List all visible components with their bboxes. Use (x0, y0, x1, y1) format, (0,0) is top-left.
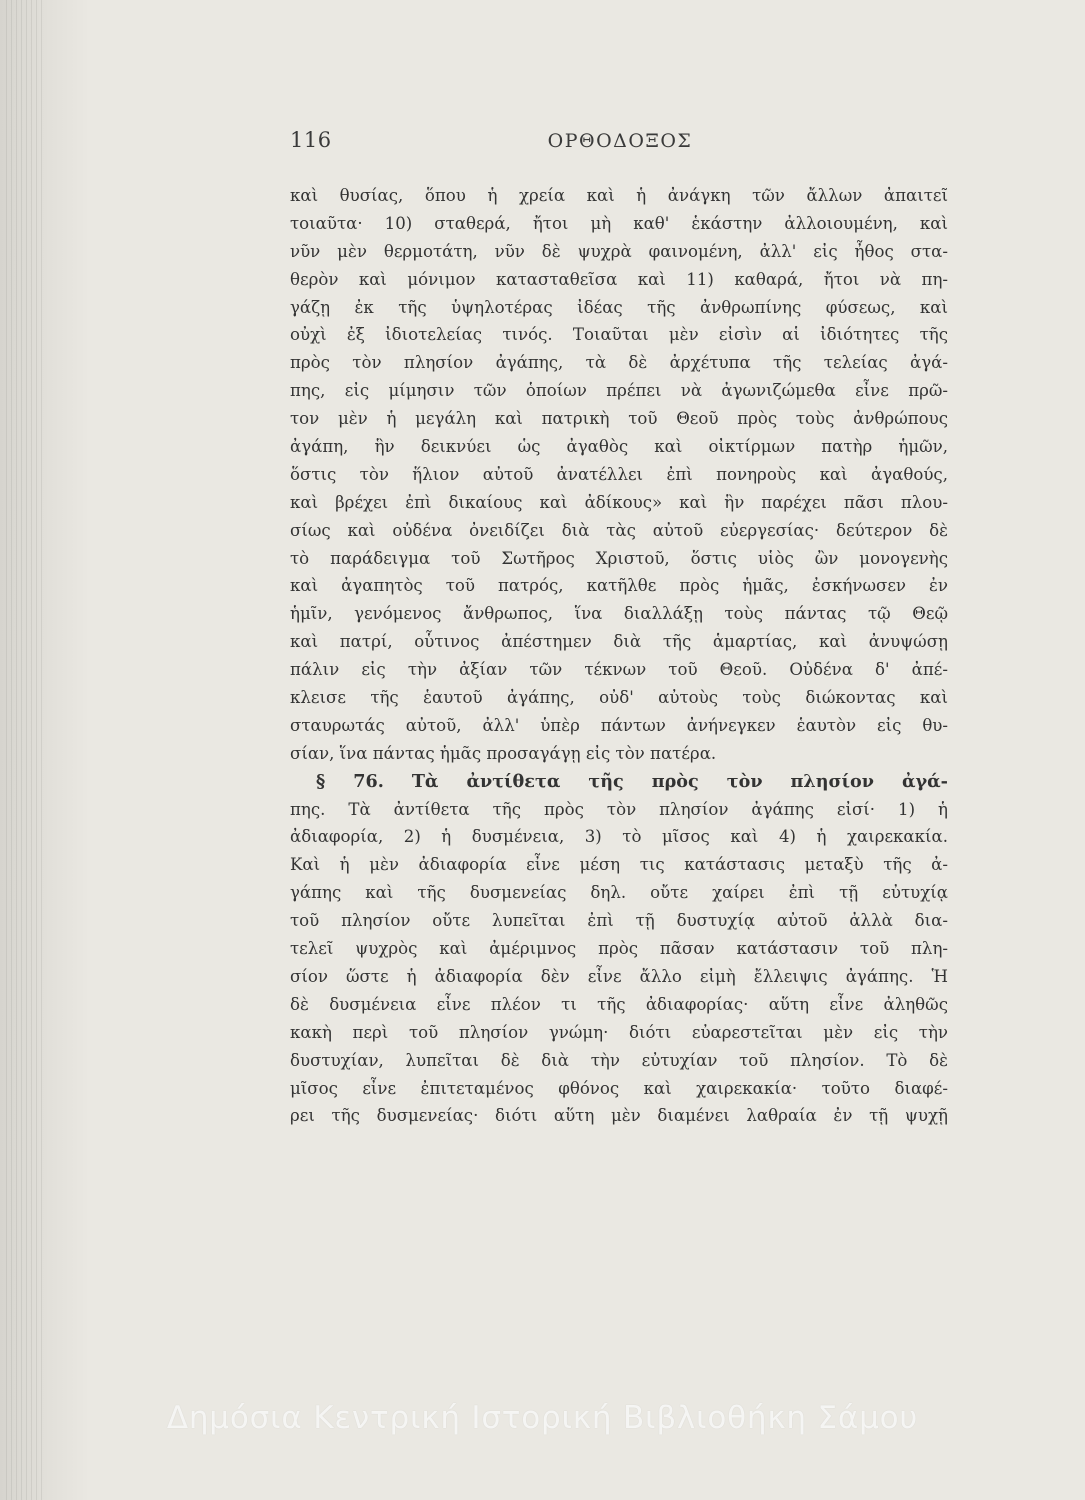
page-edge-lines (6, 0, 46, 1500)
text-line: κλεισε τῆς ἑαυτοῦ ἀγάπης, οὐδ' αὐτοὺς τοὺς διώκοντας καὶ (290, 688, 948, 708)
text-line: δὲ δυσμένεια εἶνε πλέον τι τῆς ἀδιαφορίας· αὕτη εἶνε ἀληθῶς (290, 994, 948, 1014)
text-line: ἀγάπη, ἣν δεικνύει ὡς ἀγαθὸς καὶ οἰκτίρμων πατὴρ ἡμῶν, (290, 437, 948, 457)
text-line: ἀδιαφορία, 2) ἡ δυσμένεια, 3) τὸ μῖσος καὶ 4) ἡ χαιρεκακία. (290, 827, 948, 847)
text-line: τὸ παράδειγμα τοῦ Σωτῆρος Χριστοῦ, ὅστις υἱὸς ὢν μονογενὴς (290, 548, 948, 568)
text-line: πρὸς τὸν πλησίον ἀγάπης, τὰ δὲ ἀρχέτυπα τῆς τελείας ἀγά- (290, 353, 948, 373)
page-header (290, 128, 950, 158)
text-line: σίως καὶ οὐδένα ὀνειδίζει διὰ τὰς αὐτοῦ εὐεργεσίας· δεύτερον δὲ (290, 520, 948, 540)
text-line: καὶ ἀγαπητὸς τοῦ πατρός, κατῆλθε πρὸς ἡμᾶς, ἐσκήνωσεν ἐν (290, 576, 948, 596)
page-number: 116 (290, 128, 332, 152)
text-line: νῦν μὲν θερμοτάτη, νῦν δὲ ψυχρὰ φαινομένη, ἀλλ' εἰς ἦθος στα- (290, 241, 948, 261)
text-line: μῖσος εἶνε ἐπιτεταμένος φθόνος καὶ χαιρεκακία· τοῦτο διαφέ- (290, 1078, 948, 1098)
text-line: δυστυχίαν, λυπεῖται δὲ διὰ τὴν εὐτυχίαν τοῦ πλησίον. Τὸ δὲ (290, 1050, 948, 1070)
paragraph-end-line: σίαν, ἵνα πάντας ἡμᾶς προσαγάγῃ εἰς τὸν πατέρα. (290, 743, 717, 763)
text-line: θερὸν καὶ μόνιμον κατασταθεῖσα καὶ 11) καθαρά, ἤτοι νὰ πη- (290, 269, 948, 289)
text-line: σίον ὥστε ἡ ἀδιαφορία δὲν εἶνε ἄλλο εἰμὴ ἔλλειψις ἀγάπης. Ἡ (290, 966, 948, 986)
text-line: κακὴ περὶ τοῦ πλησίον γνώμη· διότι εὐαρεστεῖται μὲν εἰς τὴν (290, 1022, 948, 1042)
text-line: τοιαῦτα· 10) σταθερά, ἤτοι μὴ καθ' ἑκάστην ἀλλοιουμένη, καὶ (290, 213, 948, 233)
text-line: γάπης καὶ τῆς δυσμενείας δηλ. οὔτε χαίρει ἐπὶ τῇ εὐτυχίᾳ (290, 883, 948, 903)
text-line: καὶ βρέχει ἐπὶ δικαίους καὶ ἀδίκους» καὶ ἣν παρέχει πᾶσι πλου- (290, 492, 948, 512)
text-line: πάλιν εἰς τὴν ἀξίαν τῶν τέκνων τοῦ Θεοῦ. Οὐδένα δ' ἀπέ- (290, 660, 948, 680)
text-line: πης, εἰς μίμησιν τῶν ὁποίων πρέπει νὰ ἀγωνιζώμεθα εἶνε πρῶ- (290, 381, 948, 401)
text-line: ρει τῆς δυσμενείας· διότι αὕτη μὲν διαμένει λαθραία ἐν τῇ ψυχῇ (290, 1106, 948, 1126)
text-line: τον μὲν ἡ μεγάλη καὶ πατρικὴ τοῦ Θεοῦ πρὸς τοὺς ἀνθρώπους (290, 409, 948, 429)
library-watermark: Δημόσια Κεντρική Ιστορική Βιβλιοθήκη Σάμου (166, 1400, 919, 1436)
text-line: τοῦ πλησίον οὔτε λυπεῖται ἐπὶ τῇ δυστυχίᾳ αὐτοῦ ἀλλὰ δια- (290, 911, 948, 931)
text-line: καὶ θυσίας, ὅπου ἡ χρεία καὶ ἡ ἀνάγκη τῶν ἄλλων ἀπαιτεῖ (290, 186, 948, 205)
text-line: οὐχὶ ἐξ ἰδιοτελείας τινός. Τοιαῦται μὲν εἰσὶν αἱ ἰδιότητες τῆς (290, 325, 948, 345)
text-line: τελεῖ ψυχρὸς καὶ ἀμέριμνος πρὸς πᾶσαν κατάστασιν τοῦ πλη- (290, 939, 948, 959)
text-line: γάζῃ ἐκ τῆς ὑψηλοτέρας ἰδέας τῆς ἀνθρωπίνης φύσεως, καὶ (290, 297, 948, 317)
text-line: ἡμῖν, γενόμενος ἄνθρωπος, ἵνα διαλλάξῃ τοὺς πάντας τῷ Θεῷ (290, 604, 948, 624)
text-line: σταυρωτάς αὐτοῦ, ἀλλ' ὑπὲρ πάντων ἀνήνεγκεν ἑαυτὸν εἰς θυ- (290, 715, 948, 735)
section-heading-line: § 76. Τὰ ἀντίθετα τῆς πρὸς τὸν πλησίον ἀγά- (316, 770, 948, 792)
text-line: ὅστις τὸν ἥλιον αὐτοῦ ἀνατέλλει ἐπὶ πονηροὺς καὶ ἀγαθούς, (290, 464, 948, 484)
running-title: ΟΡΘΟΔΟΞΟΣ (547, 130, 693, 152)
body-text (290, 182, 948, 1130)
text-line: καὶ πατρί, οὗτινος ἀπέστημεν διὰ τῆς ἁμαρτίας, καὶ ἀνυψώσῃ (290, 632, 948, 652)
text-line: πης. Τὰ ἀντίθετα τῆς πρὸς τὸν πλησίον ἀγάπης εἰσί· 1) ἡ (290, 799, 948, 819)
text-line: Καὶ ἡ μὲν ἀδιαφορία εἶνε μέση τις κατάστασις μεταξὺ τῆς ἀ- (290, 855, 948, 875)
